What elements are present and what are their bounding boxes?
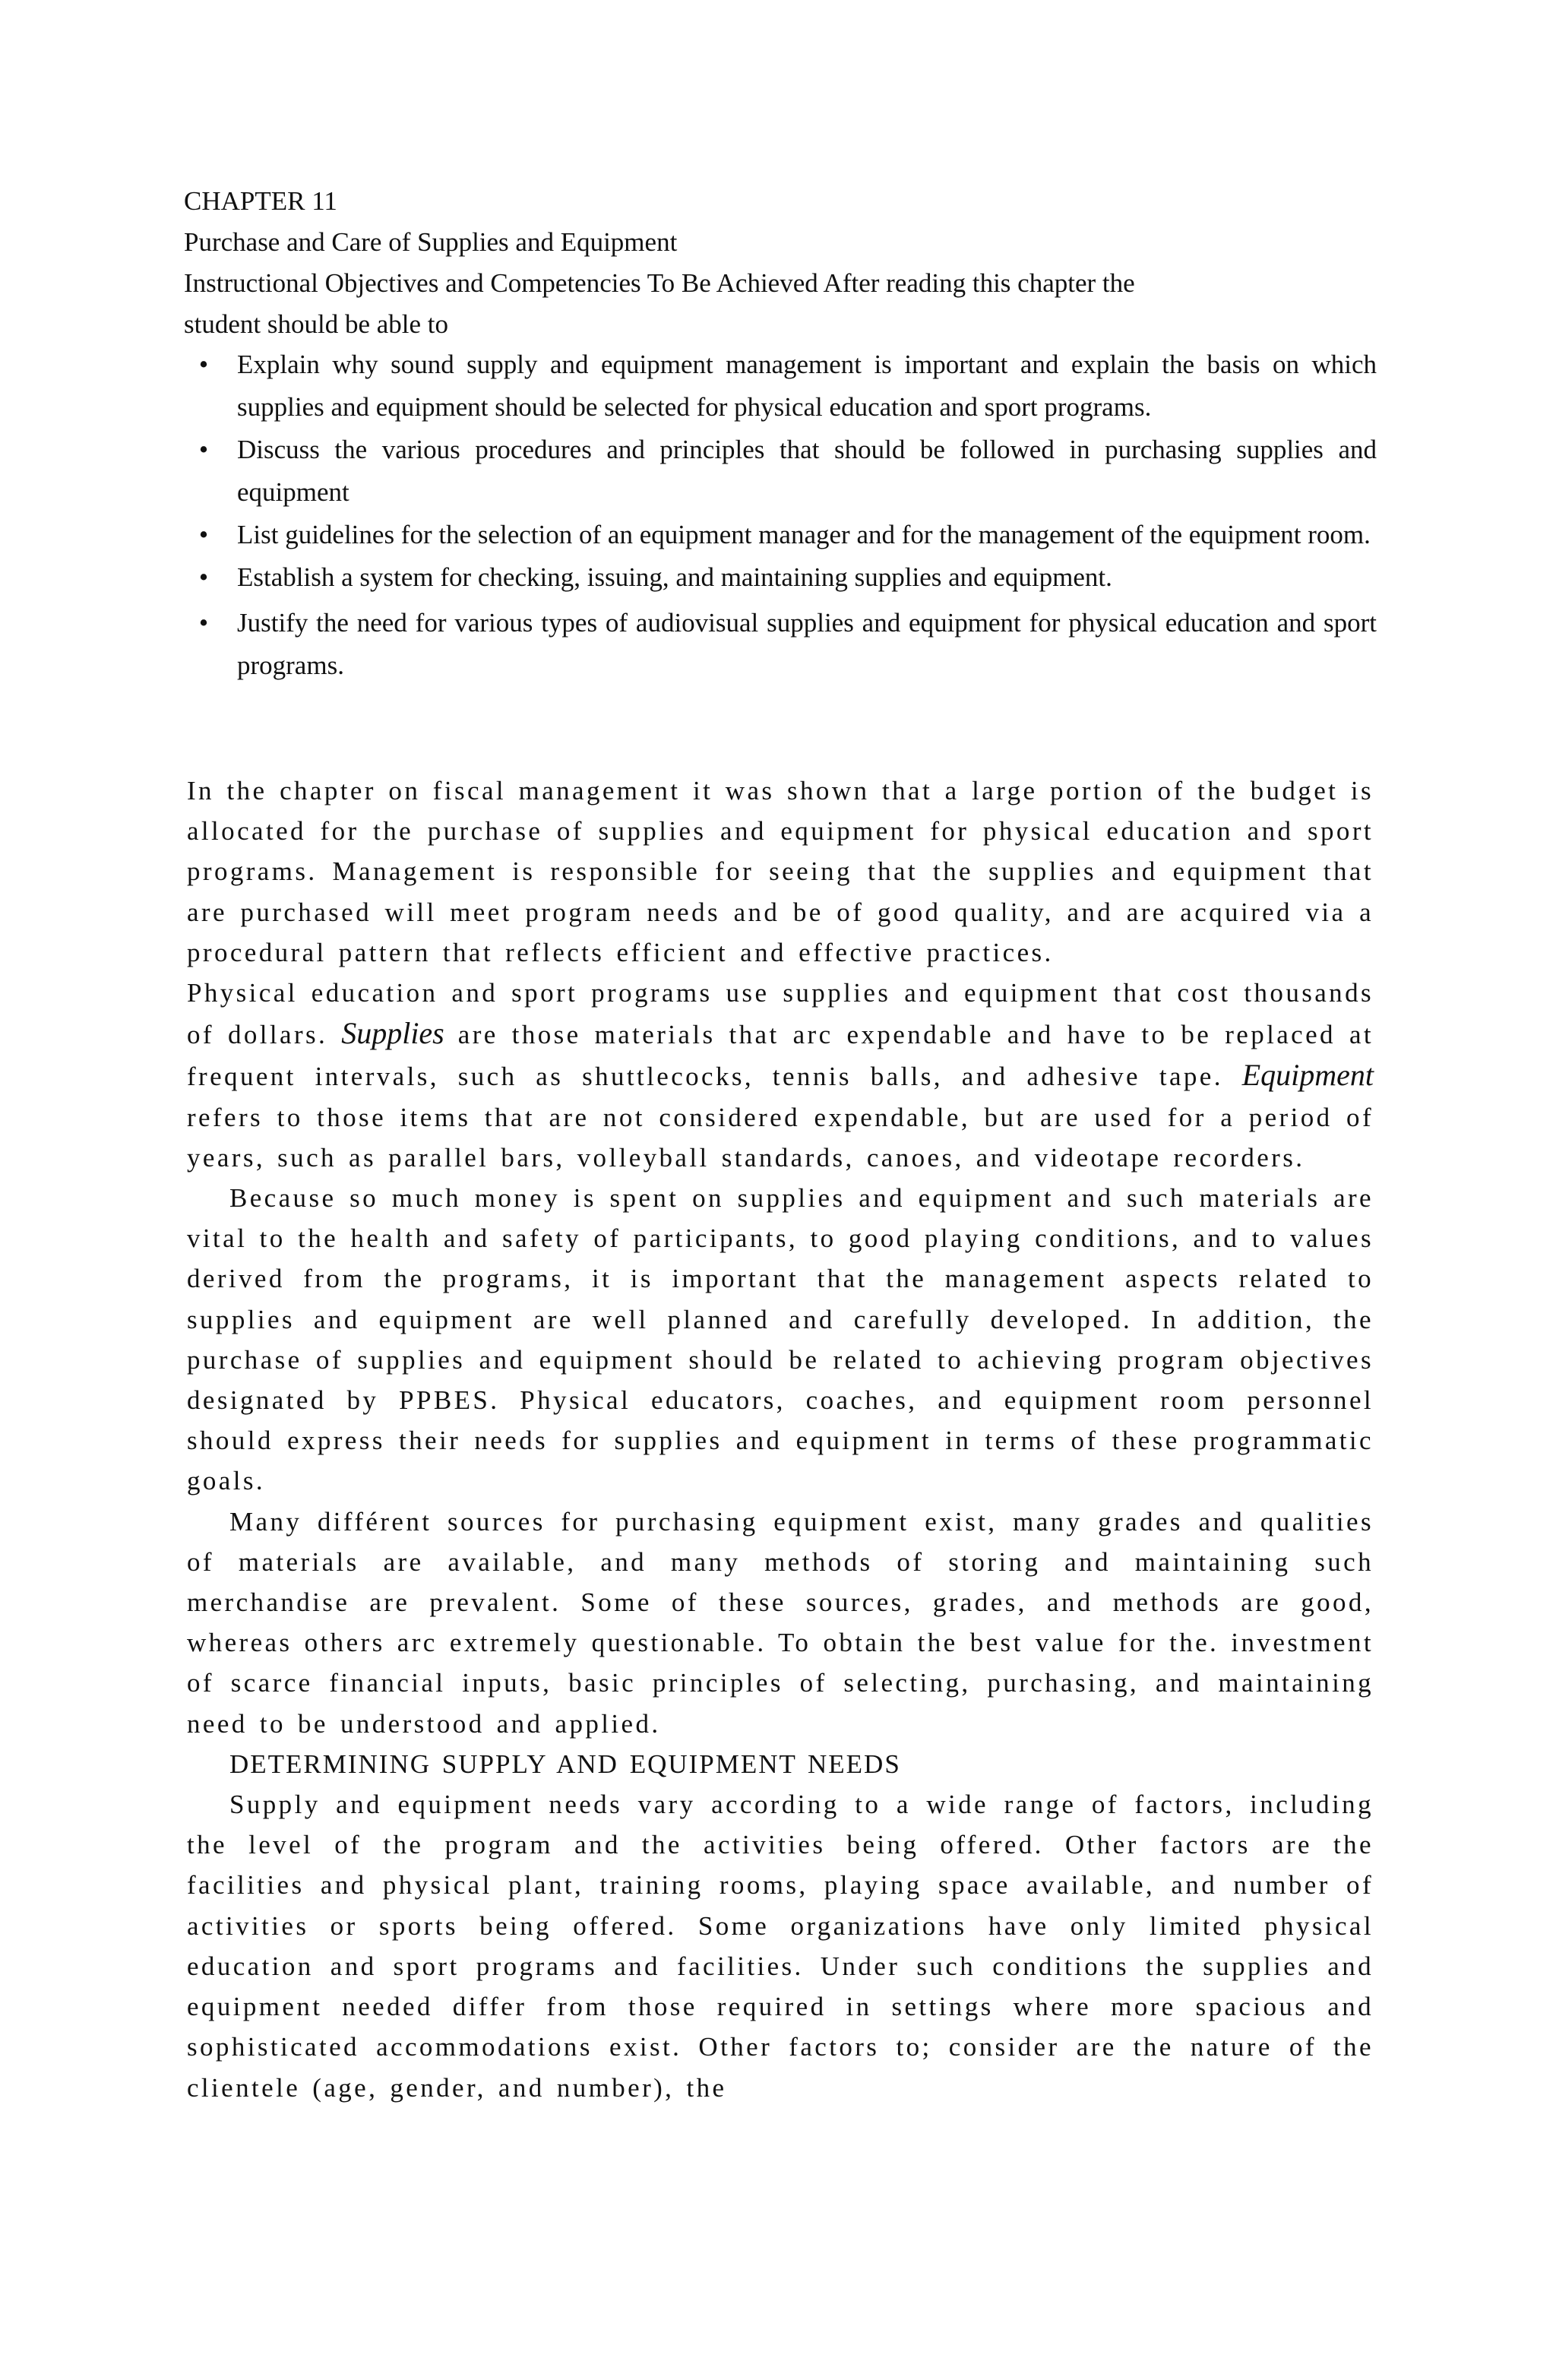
objective-text: Discuss the various procedures and principles that should be followed in purchasing supplies and equipment: [237, 435, 1377, 507]
section-heading: DETERMINING SUPPLY AND EQUIPMENT NEEDS: [229, 1749, 901, 1779]
bullet-icon: •: [198, 520, 209, 549]
body-paragraph-5: Supply and equipment needs vary according to a wide range of factors, including the level of the program and the activities being offered. Other factors are the facilities and physical plant, training rooms, playing space available, and number of activities or sports being offered. Some organizations have only limited physical education and sport programs and facilities. Under such conditions the supplies and equipment needed differ from those required in settings where more spacious and sophisticated accommodations exist. Other factors to; consider are the nature of the clientele (age, gender, and number), the: [187, 1790, 1374, 2103]
objective-item: [184, 429, 1377, 514]
objective-item: [184, 343, 1377, 429]
objectives-intro-line-1: Instructional Objectives and Competencies To Be Achieved After reading this chapter the: [184, 268, 1135, 298]
objective-text: Explain why sound supply and equipment management is important and explain the basis on which supplies and equipment should be selected for physical education and sport programs.: [237, 350, 1377, 422]
bullet-icon: •: [198, 608, 209, 638]
term-equipment: Equipment: [1241, 1058, 1374, 1093]
objective-item: [184, 556, 1377, 599]
bullet-icon: •: [198, 350, 209, 379]
body-paragraph-4: Many différent sources for purchasing equipment exist, many grades and qualities of materials are available, and many methods of storing and maintaining such merchandise are prevalent. Some of these sources, grades, and methods are good, whereas others arc extremely questionable. To obtain the best value for the. investment of scarce financial inputs, basic principles of selecting, purchasing, and maintaining need to be understood and applied.: [187, 1506, 1374, 1739]
bullet-icon: •: [198, 562, 209, 592]
body-paragraph-2: [187, 973, 1374, 1178]
objective-item: [184, 514, 1377, 556]
objective-item: [184, 602, 1377, 687]
paragraph-2-text-c: refers to those items that are not considered expendable, but are used for a period of years, such as parallel bars, volleyball standards, canoes, and videotape recorders.: [187, 1102, 1374, 1173]
objectives-list: [184, 343, 1377, 687]
chapter-title: Purchase and Care of Supplies and Equipment: [184, 227, 678, 257]
paragraph-2-text-a: Physical education and sport programs use supplies and equipment that cost thousands of dollars.: [187, 978, 1374, 1050]
bullet-icon: •: [198, 435, 209, 464]
chapter-header: [184, 181, 1384, 345]
objectives-intro-line-2: student should be able to: [184, 309, 449, 339]
body-paragraph-1: In the chapter on fiscal management it was shown that a large portion of the budget is allocated for the purchase of supplies and equipment for physical education and sport programs. Management is responsible for seeing that the supplies and equipment that are purchased will meet program needs and be of good quality, and are acquired via a procedural pattern that reflects efficient and effective practices.: [187, 776, 1374, 967]
chapter-body: [187, 771, 1374, 2108]
chapter-number: CHAPTER 11: [184, 186, 337, 216]
term-supplies: Supplies: [341, 1016, 444, 1051]
paragraph-2-text-b: are those materials that arc expendable and have to be replaced at frequent intervals, such as shuttlecocks, tennis balls, and adhesive tape.: [187, 1020, 1374, 1092]
objective-text: Establish a system for checking, issuing, and maintaining supplies and equipment.: [237, 562, 1112, 592]
objective-text: Justify the need for various types of audiovisual supplies and equipment for physical education and sport programs.: [237, 608, 1377, 680]
body-paragraph-3: Because so much money is spent on supplies and equipment and such materials are vital to the health and safety of participants, to good playing conditions, and to values derived from the programs, it is important that the management aspects related to supplies and equipment are well planned and carefully developed. In addition, the purchase of supplies and equipment should be related to achieving program objectives designated by PPBES. Physical educators, coaches, and equipment room personnel should express their needs for supplies and equipment in terms of these programmatic goals.: [187, 1183, 1374, 1496]
objective-text: List guidelines for the selection of an equipment manager and for the management of the equipment room.: [237, 520, 1371, 549]
